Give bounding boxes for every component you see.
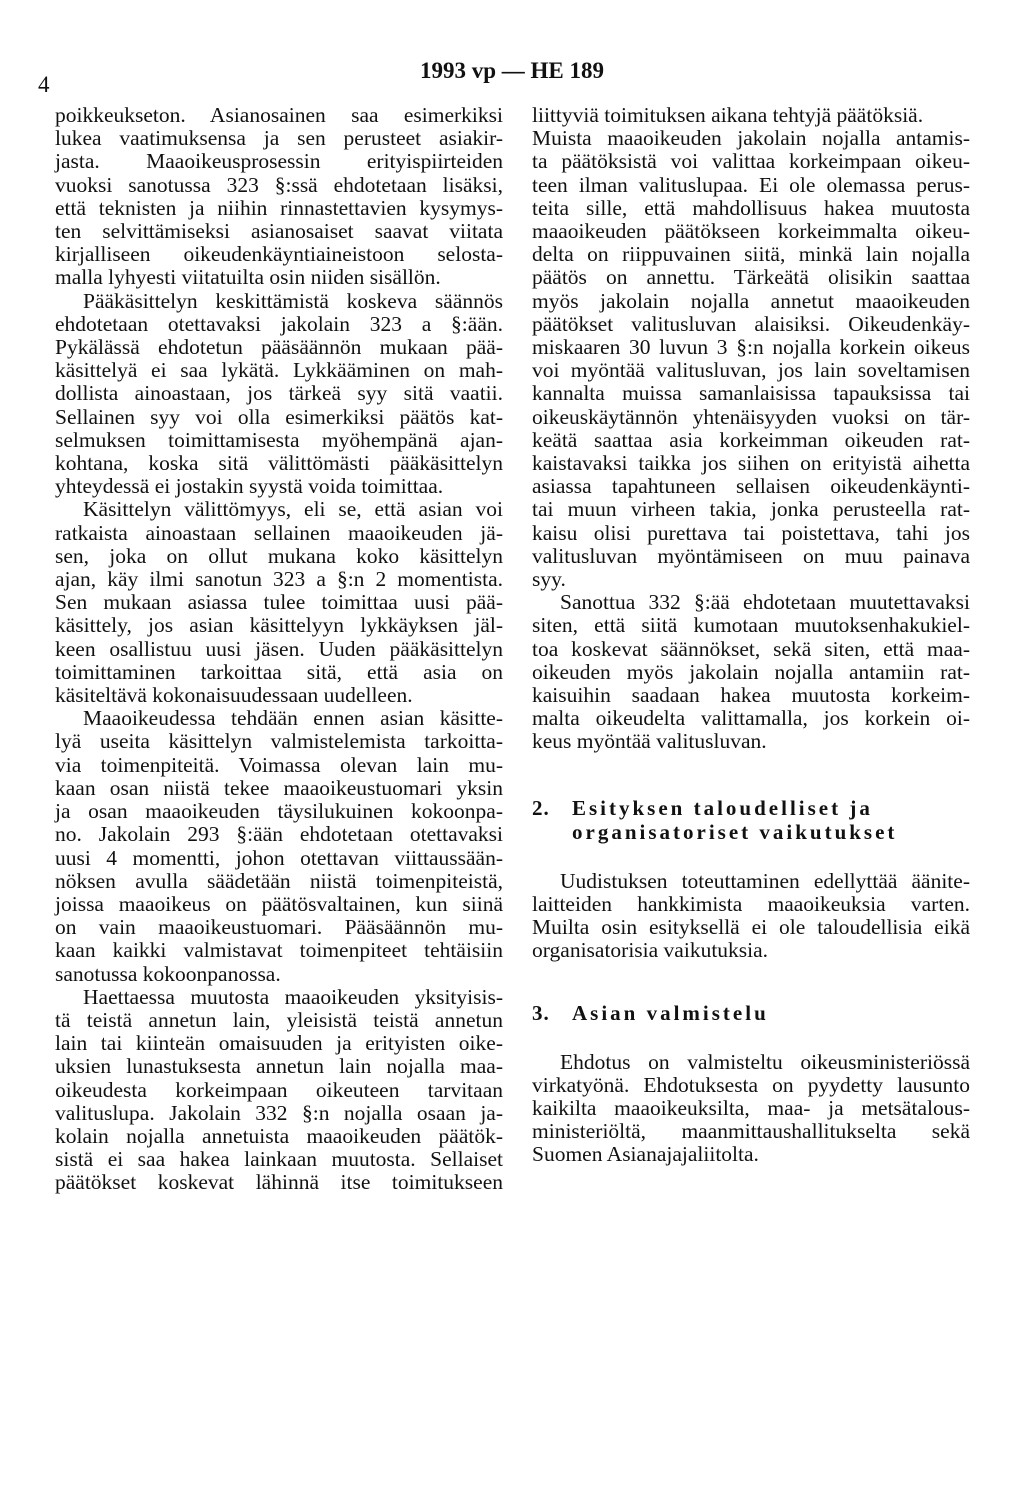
text-line: tä teistä annetun lain, yleisistä teistä annetun — [55, 1007, 503, 1032]
text-line: lukea vaatimuksensa ja sen perusteet asiakir- — [55, 126, 503, 151]
text-line: voi myöntää valitusluvan, jos lain soveltamisen — [532, 358, 970, 383]
text-line: via toimenpiteitä. Voimassa olevan lain mu- — [55, 752, 503, 777]
text-line: että teknisten ja niihin rinnastettavien kysymys- — [55, 195, 503, 220]
text-line: sen, joka on ollut mukana koko käsittelyn — [55, 543, 503, 568]
text-line: päätökset valitusluvan alaisiksi. Oikeudenkäy- — [532, 311, 970, 336]
text-line: kirjalliseen oikeudenkäyntiaineistoon selosta- — [55, 242, 503, 267]
text-line: oikeudesta korkeimpaan oikeuteen tarvitaan — [55, 1077, 503, 1102]
text-line: käsittely, jos asian käsittelyyn lykkäyksen jäl- — [55, 613, 503, 638]
spacer — [532, 844, 970, 870]
section-3-title: Asian valmistelu — [572, 1000, 769, 1025]
text-line: on vain maaoikeustuomari. Pääsäännön mu- — [55, 915, 503, 940]
text-line: joissa maaoikeus on päätösvaltainen, kun siinä — [55, 891, 503, 916]
text-line: asiassa tapahtuneen sellaisen oikeudenkäynti- — [532, 474, 970, 499]
text-line: myös jakolain nojalla annetut maaoikeuden — [532, 288, 970, 313]
text-line: päätökset koskevat lähinnä itse toimitukseen — [55, 1170, 503, 1195]
spacer — [532, 754, 970, 796]
text-line: kohtana, koska sitä välittömästi pääkäsittelyn — [55, 451, 503, 476]
left-column — [55, 104, 503, 1195]
text-line: Sen mukaan asiassa tulee toimittaa uusi pää- — [55, 590, 503, 615]
text-line: maaoikeuden päätökseen korkeimmalta oikeu- — [532, 219, 970, 244]
text-line: uksien lunastuksesta annetun lain nojalla maa- — [55, 1054, 503, 1079]
spacer — [532, 963, 970, 1001]
text-line: Suomen Asianajajaliitolta. — [532, 1142, 759, 1167]
text-line: Muilta osin esityksellä ei ole taloudellisia eikä — [532, 915, 970, 940]
text-line: keus myöntää valitusluvan. — [532, 729, 767, 754]
text-line: malla lyhyesti viitatuilta osin niiden sisällön. — [55, 265, 441, 290]
text-line: oikeuskäytännön yhtenäisyyden vuoksi on tär- — [532, 404, 970, 429]
text-line: oikeuden myös jakolain nojalla antamiin rat- — [532, 659, 970, 684]
text-line: vuoksi sanotussa 323 §:ssä ehdotetaan lisäksi, — [55, 172, 503, 197]
text-line: kannalta muissa samanlaisissa tapauksissa tai — [532, 381, 970, 406]
section-2-title-line-2: organisatoriset vaikutukset — [572, 819, 898, 844]
text-line: Uudistuksen toteuttaminen edellyttää äänite- — [560, 868, 970, 893]
text-line: käsiteltävä kokonaisuudessaan uudelleen. — [55, 683, 413, 708]
text-line: ehdotetaan otettavaksi jakolain 323 a §:ään. — [55, 311, 503, 336]
text-line: yhteydessä ei jostakin syystä voida toimittaa. — [55, 474, 444, 499]
text-line: Haettaessa muutosta maaoikeuden yksityisis- — [83, 984, 503, 1009]
text-line: no. Jakolain 293 §:ään ehdotetaan otettavaksi — [55, 822, 503, 847]
text-line: lain tai kiinteän omaisuuden ja erityisten oike- — [55, 1031, 503, 1056]
text-line: ministeriöltä, maanmittaushallitukselta sekä — [532, 1119, 970, 1144]
text-line: delta on riippuvainen siitä, minkä lain nojalla — [532, 242, 970, 267]
text-line: tai muun virheen takia, jonka perusteella rat- — [532, 497, 970, 522]
running-head: 1993 vp — HE 189 — [419, 58, 605, 83]
text-line: Pykälässä ehdotetun pääsäännön mukaan pää- — [55, 335, 503, 360]
text-line: uusi 4 momentti, johon otettavan viittaussään- — [55, 845, 503, 870]
text-line: siten, että siitä kumotaan muutoksenhakukiel- — [532, 613, 970, 638]
text-line: selmuksen toimittamisesta myöhempänä ajan- — [55, 427, 503, 452]
text-line: virkatyönä. Ehdotuksesta on pyydetty lausunto — [532, 1072, 970, 1097]
section-2-number: 2. — [532, 795, 550, 820]
text-line: Muista maaoikeuden jakolain nojalla antamis- — [532, 126, 970, 151]
text-line: Käsittelyn välittömyys, eli se, että asian voi — [83, 497, 503, 522]
text-line: kaan kaikki valmistavat toimenpiteet tehtäisiin — [55, 938, 503, 963]
text-line: ajan, käy ilmi sanotun 323 a §:n 2 momentista. — [55, 567, 503, 592]
text-line: ten selvittämiseksi asianosaiset saavat viitata — [55, 219, 503, 244]
text-line: päätös on annettu. Tärkeätä olisikin saattaa — [532, 265, 970, 290]
text-line: nöksen avulla säädetään niistä toimenpiteistä, — [55, 868, 503, 893]
text-line: organisatorisia vaikutuksia. — [532, 938, 769, 963]
text-line: malta oikeudelta valittamalla, jos korkein oi- — [532, 706, 970, 731]
text-line: kaikilta maaoikeuksilta, maa- ja metsätalous- — [532, 1095, 970, 1120]
text-line: Sellainen syy voi olla esimerkiksi päätös kat- — [55, 404, 503, 429]
text-line: ja osan maaoikeuden täysilukuinen kokoonpa- — [55, 799, 503, 824]
text-line: liittyviä toimituksen aikana tehtyjä päätöksiä. — [532, 103, 924, 127]
text-line: Sanottua 332 §:ää ehdotetaan muutettavaksi — [560, 590, 970, 615]
text-line: kaisu olisi purettava tai poistettava, tahi jos — [532, 520, 970, 545]
text-line: kaistavaksi taikka jos siihen on erityistä aihetta — [532, 451, 970, 476]
text-line: toa koskevat säännökset, sekä siten, että maa- — [532, 636, 970, 661]
text-line: kaan osan niistä tekee maaoikeustuomari yksin — [55, 775, 503, 800]
text-line: poikkeukseton. Asianosainen saa esimerkiksi — [55, 103, 503, 127]
text-line: ratkaista ainoastaan sellainen maaoikeuden jä- — [55, 520, 503, 545]
text-line: keen osallistuu uusi jäsen. Uuden pääkäsittelyn — [55, 636, 503, 661]
text-line: käsittelyä ei saa lykätä. Lykkääminen on mah- — [55, 358, 503, 383]
text-line: ta päätöksistä voi valittaa korkeimpaan oikeu- — [532, 149, 970, 174]
section-2-title-line-1: Esityksen taloudelliset ja — [572, 795, 873, 820]
right-column — [532, 104, 970, 1167]
text-line: kolain nojalla annetuista maaoikeuden päätök- — [55, 1123, 503, 1148]
text-line: valituslupa. Jakolain 332 §:n nojalla osaan ja- — [55, 1100, 503, 1125]
text-line: Ehdotus on valmisteltu oikeusministeriössä — [560, 1049, 970, 1074]
text-line: Pääkäsittelyn keskittämistä koskeva säännös — [83, 288, 503, 313]
text-line: keätä saattaa asia korkeimman oikeuden rat- — [532, 427, 970, 452]
text-line: kaisuihin saadaan hakea muutosta korkeim- — [532, 683, 970, 708]
text-line: sistä ei saa hakea lainkaan muutosta. Sellaiset — [55, 1147, 503, 1172]
text-line: toimittaminen tarkoittaa sitä, että asia on — [55, 659, 503, 684]
page-number: 4 — [38, 72, 50, 97]
text-line: jasta. Maaoikeusprosessin erityispiirteiden — [55, 149, 503, 174]
text-line: teita sille, että mahdollisuus hakea muutosta — [532, 195, 970, 220]
text-line: syy. — [532, 567, 566, 592]
text-line: teen ilman valituslupaa. Ei ole olemassa perus- — [532, 172, 970, 197]
text-line: lyä useita käsittelyn valmistelemista tarkoitta- — [55, 729, 503, 754]
text-line: sanotussa kokoonpanossa. — [55, 961, 281, 986]
section-2-heading — [532, 796, 970, 844]
section-3-heading — [532, 1001, 970, 1025]
section-3-number: 3. — [532, 1000, 550, 1025]
spacer — [532, 1025, 970, 1051]
text-line: Maaoikeudessa tehdään ennen asian käsitte- — [83, 706, 503, 731]
text-line: laitteiden hankkimista maaoikeuksia varten. — [532, 891, 970, 916]
text-line: miskaaren 30 luvun 3 §:n nojalla korkein oikeus — [532, 335, 970, 360]
text-line: valitusluvan myöntämiseen on muu painava — [532, 543, 970, 568]
text-line: dollista ainoastaan, jos tärkeä syy sitä vaatii. — [55, 381, 503, 406]
